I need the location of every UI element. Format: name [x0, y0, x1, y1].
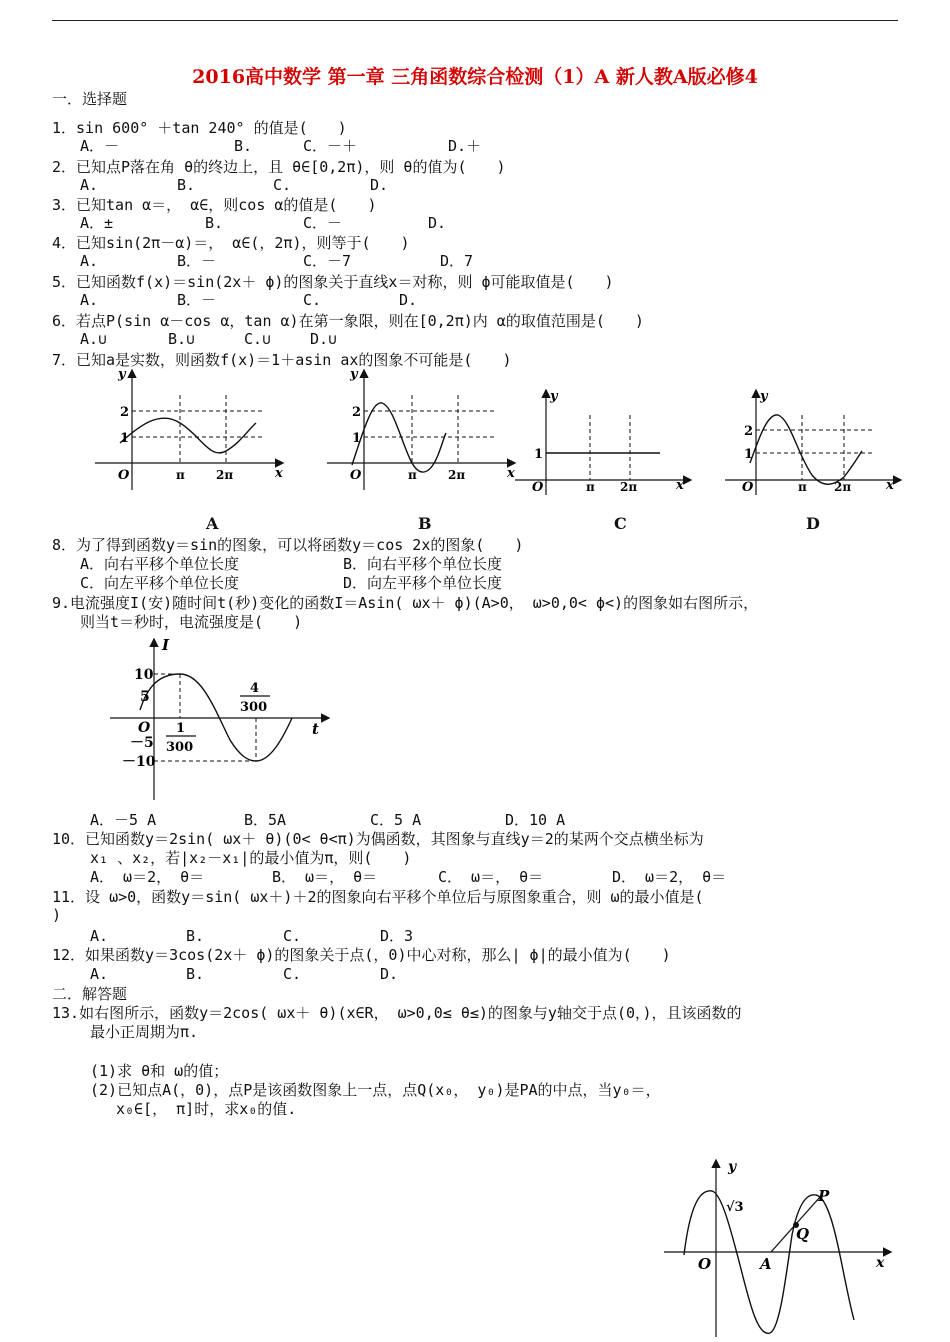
q11-option-a: A.	[90, 927, 109, 945]
q7a-tick-2: 2	[120, 405, 130, 420]
q5-option-c: C.	[303, 291, 322, 309]
q7c-tick-2pi: 2π	[620, 480, 638, 494]
question-9: 9.电流强度I(安)随时间t(秒)变化的函数I＝Asin( ωx＋ ϕ)(A>0， ω>0,0< ϕ<)的图象如右图所示，	[52, 594, 759, 612]
q9-graph	[100, 630, 340, 810]
q9-option-a: A．－5 A	[90, 811, 157, 829]
q12-option-b: B.	[186, 965, 205, 983]
q13-x-label: x	[876, 1255, 885, 1271]
q7c-x-label: x	[676, 478, 684, 493]
q6-option-d: D.∪	[310, 330, 338, 348]
question-2: 2．已知点P落在角 θ的终边上，且 θ∈[0,2π)，则 θ的值为( )	[52, 158, 506, 176]
q12-option-a: A.	[90, 965, 109, 983]
q7d-tick-2: 2	[744, 424, 754, 439]
q7a-y-label: y	[118, 367, 126, 382]
q8-option-c: C．向左平移个单位长度	[80, 574, 240, 592]
q13-point-q: Q	[796, 1225, 810, 1243]
q7b-x-label: x	[507, 466, 515, 481]
q4-option-d: D．7	[440, 252, 474, 270]
q7a-tick-pi: π	[176, 468, 185, 482]
question-11: 11．设 ω>0，函数y＝sin( ωx＋)＋2的图象向右平移个单位后与原图象重合，则 ω的最小值是(	[52, 888, 704, 906]
q5-option-b: B．－	[177, 291, 217, 309]
q7d-origin: O	[742, 480, 754, 495]
q9-frac4-num: 4	[250, 681, 260, 696]
q8-option-b: B．向右平移个单位长度	[343, 555, 503, 573]
q7c-origin: O	[532, 480, 544, 495]
q11-option-c: C.	[283, 927, 302, 945]
q11-option-d: D．3	[380, 927, 414, 945]
q1-option-b: B.	[234, 137, 253, 155]
q9-tick-10: 10	[134, 667, 154, 683]
q13-origin: O	[698, 1255, 712, 1273]
q9-option-c: C．5 A	[370, 811, 422, 829]
q7b-origin: O	[350, 468, 362, 483]
q7b-tick-2: 2	[352, 405, 362, 420]
q7-label-c: C	[614, 514, 627, 533]
q13-point-p: P	[818, 1187, 830, 1205]
question-8: 8．为了得到函数y＝sin的图象，可以将函数y＝cos 2x的图象( )	[52, 536, 524, 554]
q13-part-2-continued: x₀∈[， π]时，求x₀的值.	[116, 1100, 297, 1118]
q6-option-a: A.∪	[80, 330, 108, 348]
q9-x-label: t	[312, 720, 319, 738]
q7a-x-label: x	[275, 466, 283, 481]
q7d-x-label: x	[886, 478, 894, 493]
q7c-tick-pi: π	[586, 480, 595, 494]
q11-option-b: B.	[186, 927, 205, 945]
q7d-y-label: y	[760, 389, 768, 404]
q7-label-a: A	[206, 514, 219, 533]
q1-option-a: A．－	[80, 137, 120, 155]
q7a-tick-1: 1	[120, 431, 130, 446]
q13-part-1: (1)求 θ和 ω的值；	[90, 1062, 229, 1080]
q7-graph-b	[322, 365, 522, 495]
q13-y-label: y	[728, 1159, 737, 1175]
question-9-continued: 则当t＝秒时，电流强度是( )	[80, 613, 303, 631]
q7c-tick-1: 1	[534, 447, 544, 462]
q9-option-d: D．10 A	[505, 811, 566, 829]
q6-option-b: B.∪	[168, 330, 196, 348]
q9-y-label: I	[162, 636, 170, 654]
q5-option-d: D.	[399, 291, 418, 309]
q9-tick-neg5: －5	[130, 735, 154, 751]
section-answer-heading: 二．解答题	[52, 985, 128, 1003]
q2-option-d: D.	[370, 176, 389, 194]
q6-option-c: C.∪	[244, 330, 272, 348]
question-10-continued: x₁ 、x₂，若|x₂－x₁|的最小值为π，则( )	[90, 849, 412, 867]
q7a-origin: O	[118, 468, 130, 483]
q8-option-a: A．向右平移个单位长度	[80, 555, 240, 573]
q10-option-c: C． ω＝， θ＝	[438, 868, 544, 886]
question-7: 7．已知a是实数，则函数f(x)＝1＋asin ax的图象不可能是( )	[52, 351, 512, 369]
q7d-tick-2pi: 2π	[834, 480, 852, 494]
q5-option-a: A.	[80, 291, 99, 309]
question-5: 5．已知函数f(x)＝sin(2x＋ ϕ)的图象关于直线x＝对称，则 ϕ可能取值是( )	[52, 273, 614, 291]
q9-option-b: B．5A	[244, 811, 287, 829]
q3-option-a: A．±	[80, 214, 114, 232]
q13-point-a: A	[760, 1255, 772, 1273]
q1-option-c: C．－＋	[303, 137, 358, 155]
q4-option-a: A.	[80, 252, 99, 270]
question-1: 1．sin 600° ＋tan 240° 的值是( )	[52, 119, 347, 137]
question-4: 4．已知sin(2π－α)＝， α∈(，2π)，则等于( )	[52, 234, 410, 252]
q2-option-c: C.	[273, 176, 292, 194]
q7-graph-a	[90, 365, 290, 495]
q9-frac4-den: 300	[240, 700, 268, 715]
q9-tick-neg10: －10	[122, 754, 156, 770]
q13-sqrt3: √3	[726, 1200, 744, 1215]
q2-option-a: A.	[80, 176, 99, 194]
q7d-tick-1: 1	[744, 447, 754, 462]
q3-option-c: C．－	[303, 214, 343, 232]
q7b-tick-pi: π	[408, 468, 417, 482]
q7-graph-d	[720, 385, 910, 495]
question-3: 3．已知tan α＝， α∈，则cos α的值是( )	[52, 196, 377, 214]
section-choice-heading: 一．选择题	[52, 90, 128, 108]
q13-graph	[660, 1155, 900, 1340]
q7d-tick-pi: π	[798, 480, 807, 494]
q7b-tick-2pi: 2π	[448, 468, 466, 482]
q2-option-b: B.	[177, 176, 196, 194]
q12-option-d: D.	[380, 965, 399, 983]
q8-option-d: D．向左平移个单位长度	[343, 574, 503, 592]
q3-option-b: B.	[205, 214, 224, 232]
q10-option-d: D． ω＝2， θ＝	[612, 868, 727, 886]
page-title: 2016高中数学 第一章 三角函数综合检测（1）A 新人教A版必修4	[192, 66, 758, 88]
question-13-continued: 最小正周期为π.	[90, 1023, 199, 1041]
q9-frac1-num: 1	[176, 721, 186, 736]
q12-option-c: C.	[283, 965, 302, 983]
q4-option-c: C．－7	[303, 252, 352, 270]
q10-option-b: B． ω＝， θ＝	[272, 868, 378, 886]
question-11-continued: )	[52, 906, 62, 924]
q9-tick-5: 5	[140, 689, 150, 705]
q7-graph-c	[510, 385, 700, 495]
q7b-tick-1: 1	[352, 431, 362, 446]
q7c-y-label: y	[550, 389, 558, 404]
q7b-y-label: y	[350, 367, 358, 382]
q1-option-d: D.＋	[448, 137, 482, 155]
q7a-tick-2pi: 2π	[216, 468, 234, 482]
question-13: 13.如右图所示，函数y＝2cos( ωx＋ θ)(x∈R， ω>0,0≤ θ≤)的图象与y轴交于点(0，)，且该函数的	[52, 1004, 742, 1022]
q13-part-2: (2)已知点A(，0)，点P是该函数图象上一点，点Q(x₀， y₀)是PA的中点，当y₀＝，	[90, 1081, 661, 1099]
q7-label-b: B	[418, 514, 432, 533]
q7-label-d: D	[806, 514, 820, 533]
q10-option-a: A． ω＝2， θ＝	[90, 868, 205, 886]
top-rule	[52, 20, 898, 21]
q4-option-b: B．－	[177, 252, 217, 270]
question-12: 12．如果函数y＝3cos(2x＋ ϕ)的图象关于点(，0)中心对称，那么| ϕ|的最小值为( )	[52, 946, 671, 964]
question-10: 10．已知函数y＝2sin( ωx＋ θ)(0< θ<π)为偶函数，其图象与直线y＝2的某两个交点横坐标为	[52, 830, 704, 848]
q9-origin: O	[138, 720, 151, 736]
q9-frac1-den: 300	[166, 740, 194, 755]
q3-option-d: D.	[428, 214, 447, 232]
question-6: 6．若点P(sin α－cos α，tan α)在第一象限，则在[0,2π)内 α的取值范围是( )	[52, 312, 644, 330]
